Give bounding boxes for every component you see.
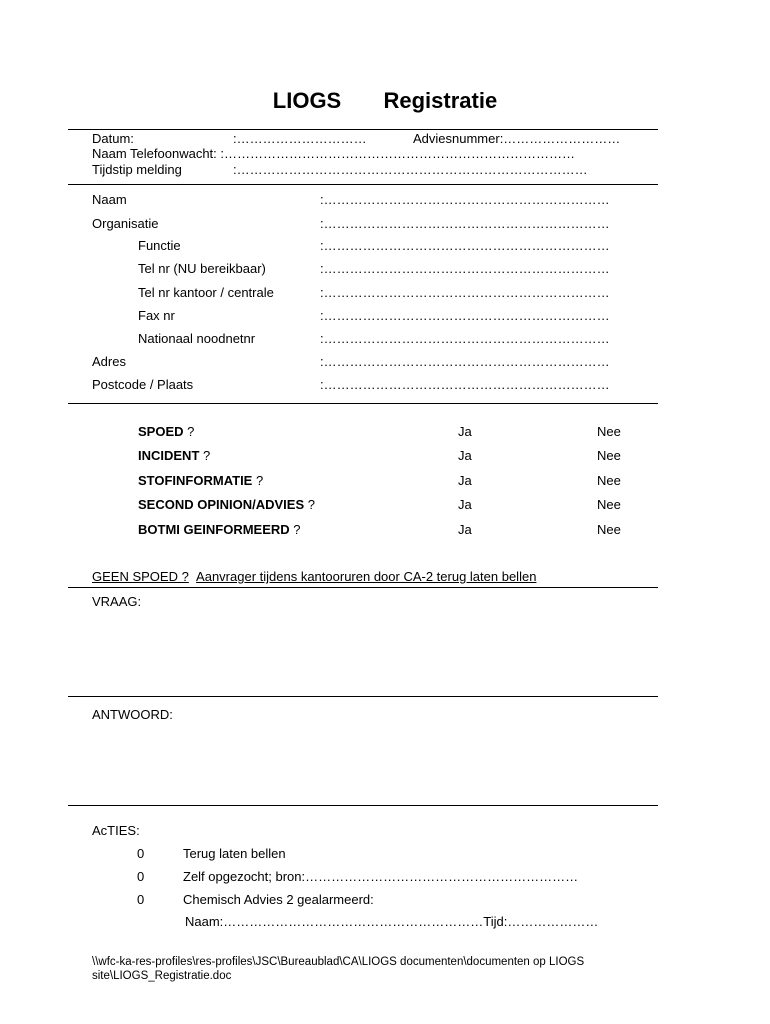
field-input-noodnetnr[interactable]: :………………………………………………………… bbox=[320, 331, 610, 346]
action-zelf-opgezocht[interactable]: Zelf opgezocht; bron:……………………………………………………… bbox=[183, 869, 579, 884]
tijdstip-field[interactable]: :……………………………………………………………………… bbox=[233, 162, 588, 177]
question-stofinformatie: STOFINFORMATIE ? bbox=[138, 473, 264, 488]
action-checkbox[interactable]: 0 bbox=[137, 869, 145, 884]
answer-yes[interactable]: Ja bbox=[458, 522, 472, 537]
field-label-organisatie: Organisatie bbox=[92, 216, 159, 231]
divider bbox=[68, 129, 658, 130]
field-label-naam: Naam bbox=[92, 192, 127, 207]
page-title bbox=[0, 88, 770, 114]
field-input-tel-nu[interactable]: :………………………………………………………… bbox=[320, 261, 610, 276]
answer-no[interactable]: Nee bbox=[597, 522, 621, 537]
field-input-organisatie[interactable]: :………………………………………………………… bbox=[320, 216, 610, 231]
question-incident: INCIDENT ? bbox=[138, 448, 211, 463]
geen-spoed-label: GEEN SPOED ? bbox=[92, 569, 189, 584]
title-part1: LIOGS bbox=[272, 88, 342, 113]
geen-spoed-note bbox=[92, 569, 536, 584]
field-input-naam[interactable]: :………………………………………………………… bbox=[320, 192, 610, 207]
footer-path-line1: \\wfc-ka-res-profiles\res-profiles\JSC\Bureaublad\CA\LIOGS documenten\documenten op LIOGS bbox=[92, 956, 585, 968]
answer-yes[interactable]: Ja bbox=[458, 424, 472, 439]
answer-yes[interactable]: Ja bbox=[458, 497, 472, 512]
field-label-postcode: Postcode / Plaats bbox=[92, 377, 194, 392]
question-botmi: BOTMI GEINFORMEERD ? bbox=[138, 522, 301, 537]
title-part2: Registratie bbox=[383, 88, 498, 113]
field-input-adres[interactable]: :………………………………………………………… bbox=[320, 354, 610, 369]
field-input-tel-kantoor[interactable]: :………………………………………………………… bbox=[320, 285, 610, 300]
action-checkbox[interactable]: 0 bbox=[137, 892, 145, 907]
field-input-postcode[interactable]: :………………………………………………………… bbox=[320, 377, 610, 392]
answer-yes[interactable]: Ja bbox=[458, 448, 472, 463]
divider bbox=[68, 696, 658, 697]
geen-spoed-text: Aanvrager tijdens kantooruren door CA-2 terug laten bellen bbox=[196, 569, 537, 584]
antwoord-textarea[interactable] bbox=[92, 724, 652, 800]
naam-tijd-field[interactable]: Naam:……………………………………………………Tijd:………………… bbox=[185, 914, 599, 929]
answer-no[interactable]: Nee bbox=[597, 473, 621, 488]
answer-yes[interactable]: Ja bbox=[458, 473, 472, 488]
field-label-fax: Fax nr bbox=[138, 308, 175, 323]
field-label-adres: Adres bbox=[92, 354, 126, 369]
action-chemisch-advies: Chemisch Advies 2 gealarmeerd: bbox=[183, 892, 374, 907]
vraag-textarea[interactable] bbox=[92, 610, 652, 690]
acties-label: AcTIES: bbox=[92, 823, 140, 838]
field-label-tel-kantoor: Tel nr kantoor / centrale bbox=[138, 285, 274, 300]
field-input-functie[interactable]: :………………………………………………………… bbox=[320, 238, 610, 253]
naam-telefoonwacht-field[interactable]: Naam Telefoonwacht: :……………………………………………………………………… bbox=[92, 146, 575, 161]
field-label-noodnetnr: Nationaal noodnetnr bbox=[138, 331, 256, 346]
antwoord-label: ANTWOORD: bbox=[92, 707, 173, 722]
answer-no[interactable]: Nee bbox=[597, 448, 621, 463]
adviesnummer-field[interactable]: Adviesnummer:……………………… bbox=[413, 131, 621, 146]
answer-no[interactable]: Nee bbox=[597, 497, 621, 512]
question-spoed: SPOED ? bbox=[138, 424, 195, 439]
footer-path-line2: site\LIOGS_Registratie.doc bbox=[92, 970, 232, 982]
divider bbox=[68, 184, 658, 185]
tijdstip-label: Tijdstip melding bbox=[92, 162, 182, 177]
vraag-label: VRAAG: bbox=[92, 594, 142, 609]
field-label-functie: Functie bbox=[138, 238, 181, 253]
field-input-fax[interactable]: :………………………………………………………… bbox=[320, 308, 610, 323]
field-label-tel-nu: Tel nr (NU bereikbaar) bbox=[138, 261, 266, 276]
divider bbox=[68, 587, 658, 588]
action-terug-bellen: Terug laten bellen bbox=[183, 846, 286, 861]
action-checkbox[interactable]: 0 bbox=[137, 846, 145, 861]
datum-field[interactable]: :………………………… bbox=[233, 131, 367, 146]
divider bbox=[68, 403, 658, 404]
datum-label: Datum: bbox=[92, 131, 134, 146]
question-second-opinion: SECOND OPINION/ADVIES ? bbox=[138, 497, 315, 512]
answer-no[interactable]: Nee bbox=[597, 424, 621, 439]
divider bbox=[68, 805, 658, 806]
